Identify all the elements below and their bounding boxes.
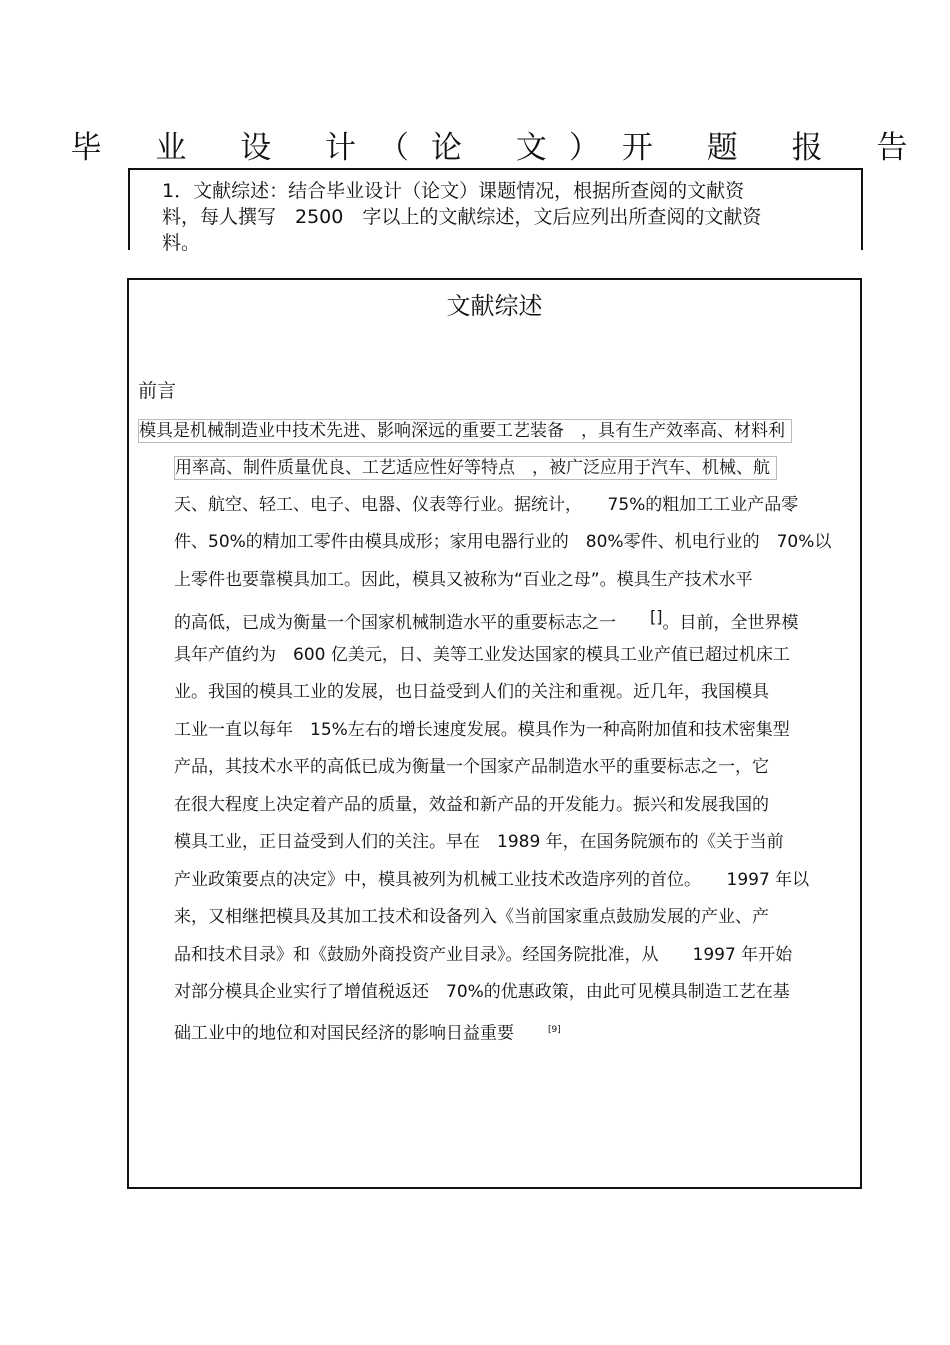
citation-marker-9: [9] [548, 1025, 561, 1035]
paragraph-line-6 [174, 606, 798, 634]
paragraph-line-12: 模具工业，正日益受到人们的关注。早在 1989 年，在国务院颁布的《关于当前 [174, 832, 784, 852]
paragraph-line-5: 上零件也要靠模具加工。因此，模具又被称为“百业之母”。模具生产技术水平 [174, 570, 753, 590]
paragraph-line-14: 来，又相继把模具及其加工技术和设备列入《当前国家重点鼓励发展的产业、产 [174, 907, 769, 927]
instruction-line-2: 料，每人撰写 2500 字以上的文献综述，文后应列出所查阅的文献资 [162, 206, 762, 228]
paragraph-line-3: 天、航空、轻工、电子、电器、仪表等行业。据统计， 75%的粗加工工业产品零 [174, 495, 799, 515]
paragraph-line-11: 在很大程度上决定着产品的质量，效益和新产品的开发能力。振兴和发展我国的 [174, 795, 769, 815]
paragraph-line-16: 对部分模具企业实行了增值税返还 70%的优惠政策，由此可见模具制造工艺在基 [174, 982, 790, 1002]
paragraph-line-17 [174, 1019, 561, 1045]
paragraph-line-10: 产品，其技术水平的高低已成为衡量一个国家产品制造水平的重要标志之一，它 [174, 757, 769, 777]
paragraph-line-15: 品和技术目录》和《鼓励外商投资产业目录》。经国务院批准，从 1997 年开始 [174, 945, 793, 965]
paragraph-line-9: 工业一直以每年 15%左右的增长速度发展。模具作为一种高附加值和技术密集型 [174, 720, 790, 740]
paragraph-line-17-text: 础工业中的地位和对国民经济的影响日益重要 [174, 1023, 514, 1044]
instruction-line-3: 料。 [162, 232, 201, 254]
literature-review-box [127, 278, 862, 1189]
paragraph-line-6-text: 的高低，已成为衡量一个国家机械制造水平的重要标志之一 [174, 613, 650, 633]
instruction-box [128, 168, 863, 254]
paragraph-line-13: 产业政策要点的决定》中，模具被列为机械工业技术改造序列的首位。 1997 年以 [174, 870, 810, 890]
paragraph-line-7: 具年产值约为 600 亿美元，日、美等工业发达国家的模具工业产值已超过机床工 [174, 645, 790, 665]
paragraph-line-8: 业。我国的模具工业的发展，也日益受到人们的关注和重视。近几年，我国模具 [174, 682, 769, 702]
report-title: 毕 业 设 计（论 文）开 题 报 告 [70, 130, 930, 166]
section-heading-preface: 前言 [138, 380, 177, 402]
paragraph-line-4: 件、50%的精加工零件由模具成形；家用电器行业的 80%零件、机电行业的 70%以 [174, 532, 832, 552]
citation-marker: [] [650, 607, 663, 626]
paragraph-line-6-tail: 。目前，全世界模 [662, 613, 799, 633]
instruction-line-1: 1．文献综述：结合毕业设计（论文）课题情况，根据所查阅的文献资 [162, 180, 745, 202]
paragraph-line-2: 用率高、制件质量优良、工艺适应性好等特点 ，被广泛应用于汽车、机械、航 [174, 456, 777, 480]
literature-review-title: 文献综述 [446, 292, 543, 320]
paragraph-line-1: 模具是机械制造业中技术先进、影响深远的重要工艺装备 ，具有生产效率高、材料利 [138, 419, 792, 443]
